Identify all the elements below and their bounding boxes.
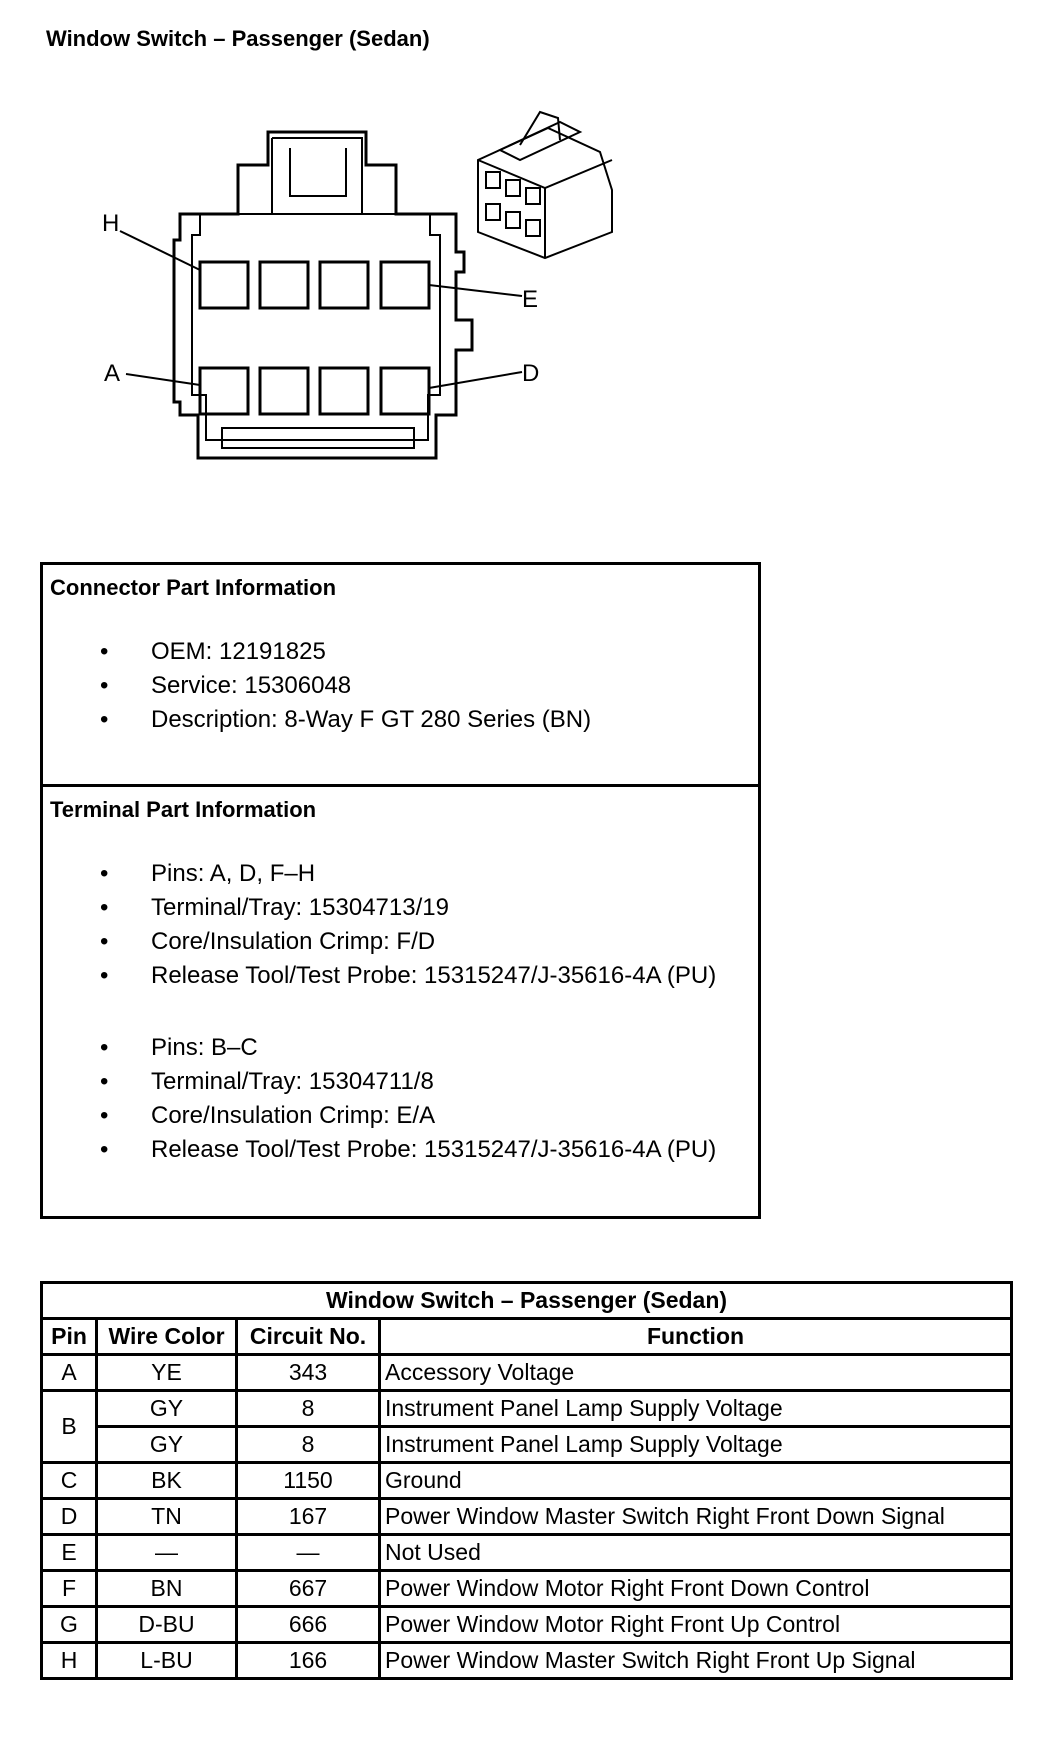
table-header-row xyxy=(42,1319,1012,1355)
cell-pin: B xyxy=(42,1391,97,1463)
cell-wire: D-BU xyxy=(97,1607,237,1643)
table-row xyxy=(42,1463,1012,1499)
page-title: Window Switch – Passenger (Sedan) xyxy=(46,26,430,51)
list-item: • Pins: B–C xyxy=(43,1031,716,1065)
cell-circuit: 667 xyxy=(237,1571,380,1607)
part-info-box xyxy=(40,562,761,1219)
table-row xyxy=(42,1391,1012,1427)
leader-line-e xyxy=(429,285,522,296)
cell-circuit: 8 xyxy=(237,1427,380,1463)
list-item: • OEM: 12191825 xyxy=(43,635,591,669)
header-wire-color: Wire Color xyxy=(97,1319,237,1355)
list-item: • Terminal/Tray: 15304713/19 xyxy=(43,891,716,925)
table-row xyxy=(42,1535,1012,1571)
list-item: • Description: 8-Way F GT 280 Series (BN) xyxy=(43,703,591,737)
cell-circuit: 1150 xyxy=(237,1463,380,1499)
connector-info-list xyxy=(43,635,591,737)
cell-circuit: 166 xyxy=(237,1643,380,1679)
cavity-f xyxy=(320,262,368,308)
cell-wire: BN xyxy=(97,1571,237,1607)
list-item: • Terminal/Tray: 15304711/8 xyxy=(43,1065,716,1099)
connector-3d-illustration xyxy=(478,112,612,258)
cell-function: Instrument Panel Lamp Supply Voltage xyxy=(380,1391,1012,1427)
cavity-h xyxy=(200,262,248,308)
table-row xyxy=(42,1607,1012,1643)
cavity-e xyxy=(381,262,429,308)
cell-pin: H xyxy=(42,1643,97,1679)
diagram-label-d: D xyxy=(522,360,540,387)
list-item: • Release Tool/Test Probe: 15315247/J-35616-4A (PU) xyxy=(43,959,716,993)
diagram-label-e: E xyxy=(522,286,539,313)
terminal-info-list-1 xyxy=(43,857,716,993)
cavity-g xyxy=(260,262,308,308)
header-circuit: Circuit No. xyxy=(237,1319,380,1355)
list-item: • Release Tool/Test Probe: 15315247/J-35616-4A (PU) xyxy=(43,1133,716,1167)
terminal-info-heading: Terminal Part Information xyxy=(50,797,317,822)
table-row xyxy=(42,1499,1012,1535)
cell-wire: GY xyxy=(97,1391,237,1427)
cell-wire: TN xyxy=(97,1499,237,1535)
diagram-label-a: A xyxy=(104,360,121,387)
connector-inner-outline xyxy=(192,214,440,440)
cell-pin: G xyxy=(42,1607,97,1643)
cell-pin: F xyxy=(42,1571,97,1607)
table-caption: Window Switch – Passenger (Sedan) xyxy=(42,1283,1012,1319)
cell-function: Not Used xyxy=(380,1535,1012,1571)
cell-pin: C xyxy=(42,1463,97,1499)
cell-function: Power Window Motor Right Front Down Control xyxy=(380,1571,1012,1607)
cavity-a xyxy=(200,368,248,414)
cell-circuit: 343 xyxy=(237,1355,380,1391)
cavity-b xyxy=(260,368,308,414)
list-item: • Service: 15306048 xyxy=(43,669,591,703)
cell-wire: BK xyxy=(97,1463,237,1499)
list-item: • Core/Insulation Crimp: E/A xyxy=(43,1099,716,1133)
cell-circuit: 167 xyxy=(237,1499,380,1535)
cell-function: Instrument Panel Lamp Supply Voltage xyxy=(380,1427,1012,1463)
cell-wire: — xyxy=(97,1535,237,1571)
cell-wire: YE xyxy=(97,1355,237,1391)
list-item: • Pins: A, D, F–H xyxy=(43,857,716,891)
header-pin: Pin xyxy=(42,1319,97,1355)
cell-function: Power Window Motor Right Front Up Control xyxy=(380,1607,1012,1643)
connector-bottom-slot xyxy=(222,428,414,448)
cavity-c xyxy=(320,368,368,414)
connector-diagram xyxy=(0,0,1056,500)
leader-line-a xyxy=(126,374,200,385)
cell-wire: GY xyxy=(97,1427,237,1463)
section-divider xyxy=(43,784,758,787)
table-row xyxy=(42,1643,1012,1679)
cell-pin: A xyxy=(42,1355,97,1391)
cell-pin: D xyxy=(42,1499,97,1535)
list-item: • Core/Insulation Crimp: F/D xyxy=(43,925,716,959)
table-row xyxy=(42,1571,1012,1607)
cell-function: Accessory Voltage xyxy=(380,1355,1012,1391)
leader-line-d xyxy=(429,372,522,388)
header-function: Function xyxy=(380,1319,1012,1355)
cell-circuit: 666 xyxy=(237,1607,380,1643)
connector-latch xyxy=(272,138,362,214)
cell-wire: L-BU xyxy=(97,1643,237,1679)
cell-pin: E xyxy=(42,1535,97,1571)
cavity-d xyxy=(381,368,429,414)
cell-function: Power Window Master Switch Right Front Up Signal xyxy=(380,1643,1012,1679)
cell-function: Power Window Master Switch Right Front Down Signal xyxy=(380,1499,1012,1535)
table-row xyxy=(42,1427,1012,1463)
table-row xyxy=(42,1355,1012,1391)
terminal-info-list-2 xyxy=(43,1031,716,1167)
cell-circuit: — xyxy=(237,1535,380,1571)
diagram-label-h: H xyxy=(102,210,120,237)
connector-info-heading: Connector Part Information xyxy=(50,575,337,600)
pinout-table xyxy=(40,1281,1013,1680)
cell-circuit: 8 xyxy=(237,1391,380,1427)
leader-line-h xyxy=(120,231,200,270)
cell-function: Ground xyxy=(380,1463,1012,1499)
